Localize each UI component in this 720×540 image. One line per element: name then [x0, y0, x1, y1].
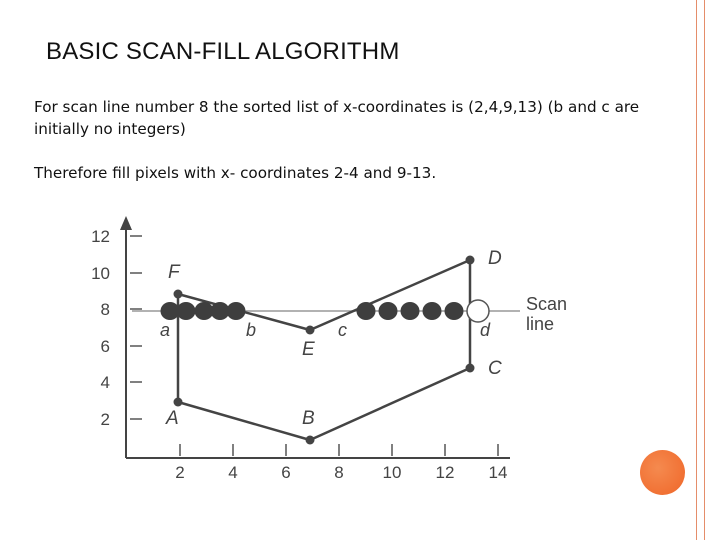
intersection-label-c: c — [338, 320, 347, 340]
y-tick-label-10: 10 — [91, 264, 110, 283]
decorative-orange-dot — [640, 450, 685, 495]
vertex-label-F: F — [168, 262, 180, 283]
filled-pixel-x11 — [401, 302, 420, 320]
open-pixel-x13 — [467, 300, 489, 322]
vertex-A — [174, 398, 183, 407]
filled-pixel-x10 — [379, 302, 398, 320]
vertex-label-A: A — [166, 408, 179, 429]
y-tick-label-12: 12 — [91, 227, 110, 246]
x-tick-label-12: 12 — [435, 463, 455, 482]
intersection-label-d: d — [480, 320, 491, 340]
paragraph-scanline-list: For scan line number 8 the sorted list of x-coordinates is (2,4,9,13) (b and c are initially no integers) — [34, 98, 640, 138]
x-tick-label-2: 2 — [175, 463, 185, 482]
y-tick-label-6: 6 — [100, 337, 110, 356]
vertex-label-B: B — [302, 408, 315, 429]
scan-line-label-1: Scan — [526, 294, 568, 314]
intersection-label-a: a — [160, 320, 171, 340]
intersection-label-b: b — [246, 320, 257, 340]
margin-rule-left — [696, 0, 697, 540]
margin-rule-right — [704, 0, 705, 540]
paragraph-fill-pixels: Therefore fill pixels with x- coordinates 2-4 and 9-13. — [34, 164, 437, 182]
y-tick-label-2: 2 — [100, 410, 110, 429]
vertex-C — [466, 364, 475, 373]
vertex-label-E: E — [302, 339, 315, 360]
x-tick-label-8: 8 — [334, 463, 344, 482]
vertex-B — [306, 436, 315, 445]
slide-title: BASIC SCAN-FILL ALGORITHM — [46, 38, 400, 65]
filled-pixel-x12 — [445, 302, 464, 320]
y-tick-label-8: 8 — [100, 300, 110, 319]
scan-fill-diagram — [70, 212, 568, 492]
filled-pixel-x4 — [227, 302, 246, 320]
scan-line-label-2: line — [526, 314, 555, 334]
filled-pixel-x2b — [177, 302, 196, 320]
vertex-E — [306, 326, 315, 335]
vertex-D — [466, 256, 475, 265]
vertex-label-C: C — [488, 358, 502, 379]
figure-background — [70, 212, 530, 492]
vertex-F — [174, 290, 183, 299]
filled-pixel-x11b — [423, 302, 442, 320]
x-tick-label-14: 14 — [488, 463, 508, 482]
x-tick-label-6: 6 — [281, 463, 291, 482]
filled-pixel-x9 — [357, 302, 376, 320]
vertex-label-D: D — [488, 248, 502, 269]
x-tick-label-10: 10 — [382, 463, 402, 482]
y-tick-label-4: 4 — [100, 373, 110, 392]
x-tick-label-4: 4 — [228, 463, 238, 482]
